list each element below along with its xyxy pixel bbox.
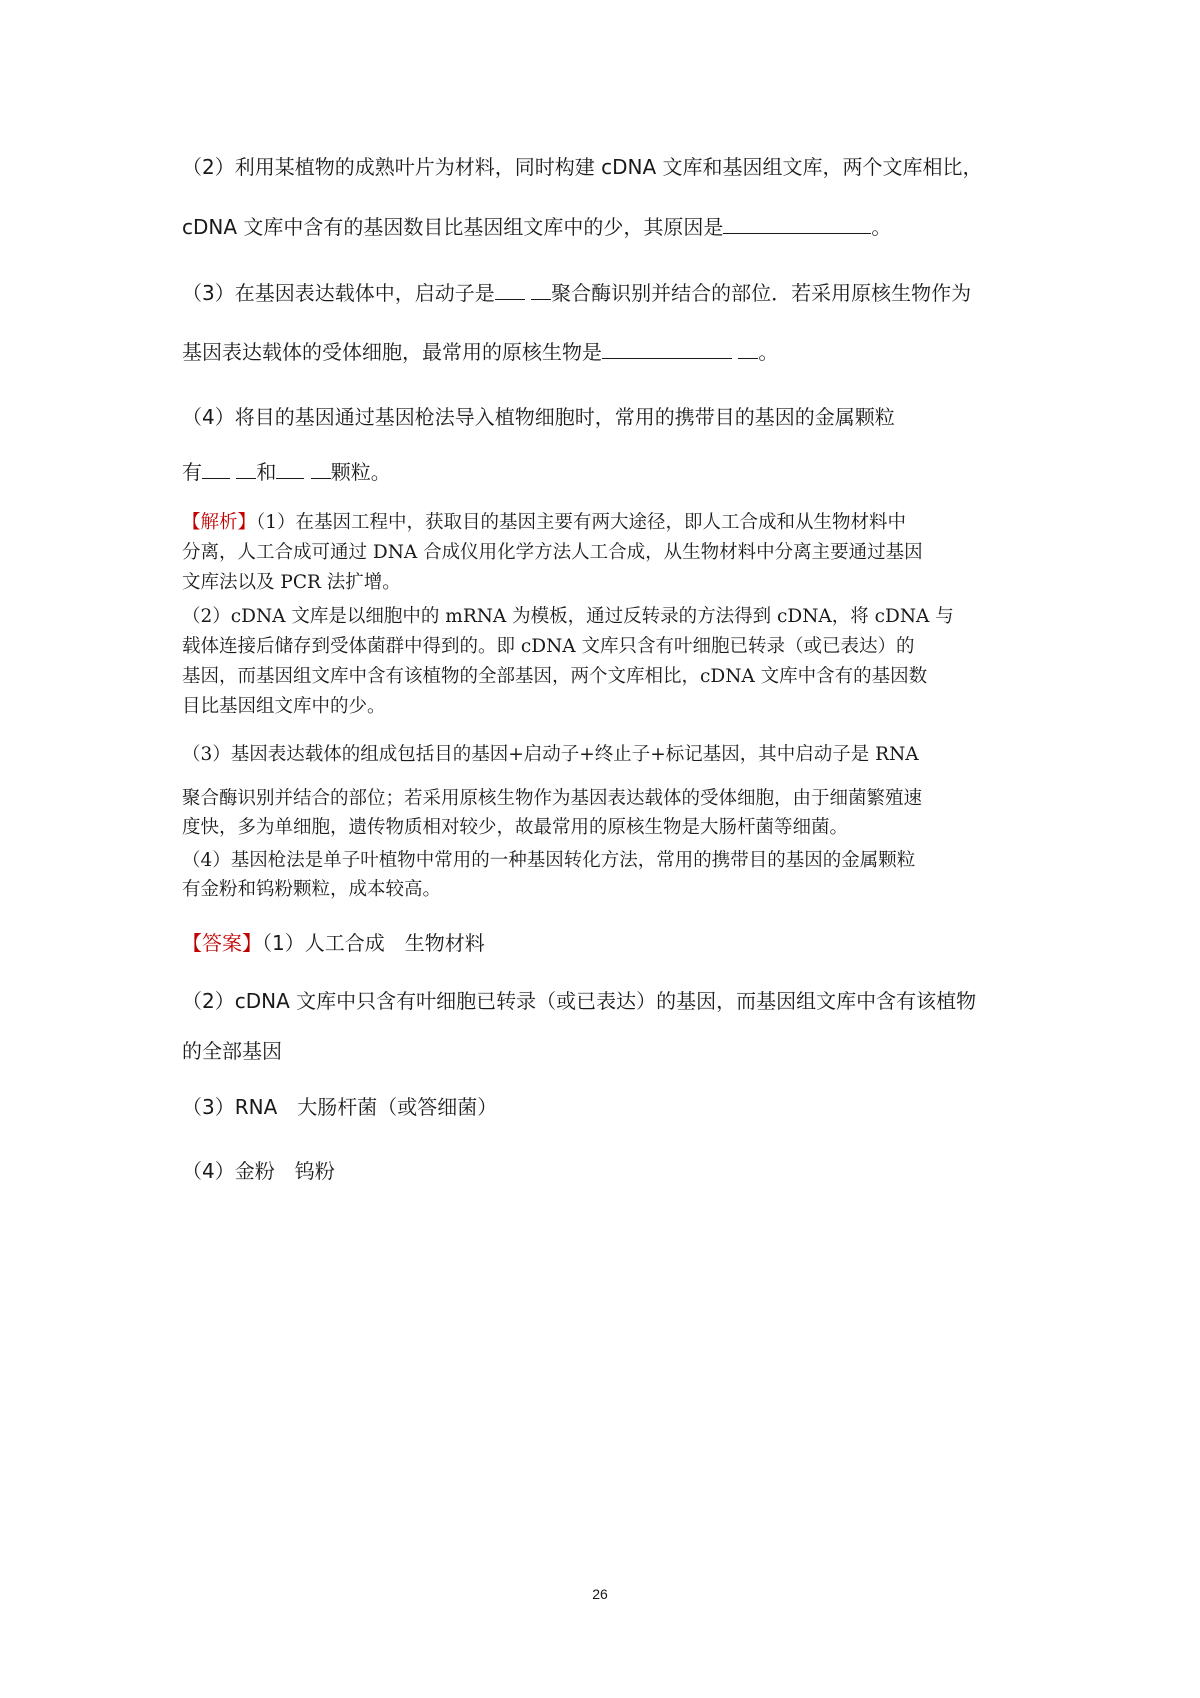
question-2-end: 。 <box>871 215 892 239</box>
question-4-text-a: 有 <box>182 460 202 484</box>
explanation-para-2-line-2: 载体连接后储存到受体菌群中得到的。即 cDNA 文库只含有叶细胞已转录（或已表达）的 <box>182 636 915 657</box>
answer-2-line-1: （2）cDNA 文库中只含有叶细胞已转录（或已表达）的基因，而基因组文库中含有该植物 <box>182 989 977 1013</box>
explanation-para-3-line-1: （3）基因表达载体的组成包括目的基因+启动子+终止子+标记基因，其中启动子是 RNA <box>182 744 919 765</box>
explanation-text: （1）在基因工程中，获取目的基因主要有两大途径，即人工合成和从生物材料中 <box>256 512 907 533</box>
answer-blank <box>495 281 525 300</box>
answer-blank <box>311 460 331 479</box>
question-3-end: 。 <box>758 340 779 364</box>
explanation-para-3-line-3: 度快，多为单细胞，遗传物质相对较少，故最常用的原核生物是大肠杆菌等细菌。 <box>182 817 849 838</box>
question-3-text-b: 聚合酶识别并结合的部位．若采用原核生物作为 <box>551 281 972 305</box>
answer-tag: 【答案】 <box>182 931 262 955</box>
answer-blank <box>723 215 871 234</box>
answer-blank <box>738 340 758 359</box>
answer-blank <box>531 281 551 300</box>
explanation-para-1-line-2: 分离，人工合成可通过 DNA 合成仪用化学方法人工合成，从生物材料中分离主要通过基因 <box>182 542 923 563</box>
explanation-para-2-line-3: 基因，而基因组文库中含有该植物的全部基因，两个文库相比，cDNA 文库中含有的基因数 <box>182 666 928 687</box>
answer-blank <box>276 460 304 479</box>
question-4-line-2 <box>182 456 391 485</box>
question-3-text-c: 基因表达载体的受体细胞，最常用的原核生物是 <box>182 340 602 364</box>
explanation-para-3-line-2: 聚合酶识别并结合的部位；若采用原核生物作为基因表达载体的受体细胞，由于细菌繁殖速 <box>182 788 923 809</box>
question-3-line-1 <box>182 277 971 306</box>
question-4-text-b: 和 <box>256 460 277 484</box>
explanation-para-1-line-3: 文库法以及 PCR 法扩增。 <box>182 572 401 593</box>
page-number: 26 <box>592 1586 608 1602</box>
question-3-line-2 <box>182 336 778 365</box>
answer-blank <box>202 460 230 479</box>
explanation-tag: 【解析】 <box>182 512 257 533</box>
explanation-para-1-line-1 <box>182 508 906 534</box>
question-2-line-1: （2）利用某植物的成熟叶片为材料，同时构建 cDNA 文库和基因组文库，两个文库相比， <box>182 155 983 179</box>
explanation-para-4-line-2: 有金粉和钨粉颗粒，成本较高。 <box>182 879 442 900</box>
explanation-para-2-line-4: 目比基因组文库中的少。 <box>182 696 386 717</box>
answer-1-text: （1）人工合成 生物材料 <box>262 931 485 955</box>
question-3-text-a: （3）在基因表达载体中，启动子是 <box>182 281 495 305</box>
answer-4: （4）金粉 钨粉 <box>182 1159 335 1183</box>
question-2-text: cDNA 文库中含有的基因数目比基因组文库中的少，其原因是 <box>182 215 724 239</box>
question-2-line-2 <box>182 211 891 240</box>
question-4-text-c: 颗粒。 <box>330 460 391 484</box>
answer-line-1 <box>182 927 485 956</box>
answer-blank <box>236 460 256 479</box>
answer-2-line-2: 的全部基因 <box>182 1039 282 1063</box>
explanation-para-2-line-1: （2）cDNA 文库是以细胞中的 mRNA 为模板，通过反转录的方法得到 cDNA，将 cDNA 与 <box>182 606 954 627</box>
explanation-para-4-line-1: （4）基因枪法是单子叶植物中常用的一种基因转化方法，常用的携带目的基因的金属颗粒 <box>182 850 916 871</box>
answer-3: （3）RNA 大肠杆菌（或答细菌） <box>182 1095 498 1119</box>
question-4-line-1: （4）将目的基因通过基因枪法导入植物细胞时，常用的携带目的基因的金属颗粒 <box>182 405 895 429</box>
answer-blank <box>602 340 732 359</box>
